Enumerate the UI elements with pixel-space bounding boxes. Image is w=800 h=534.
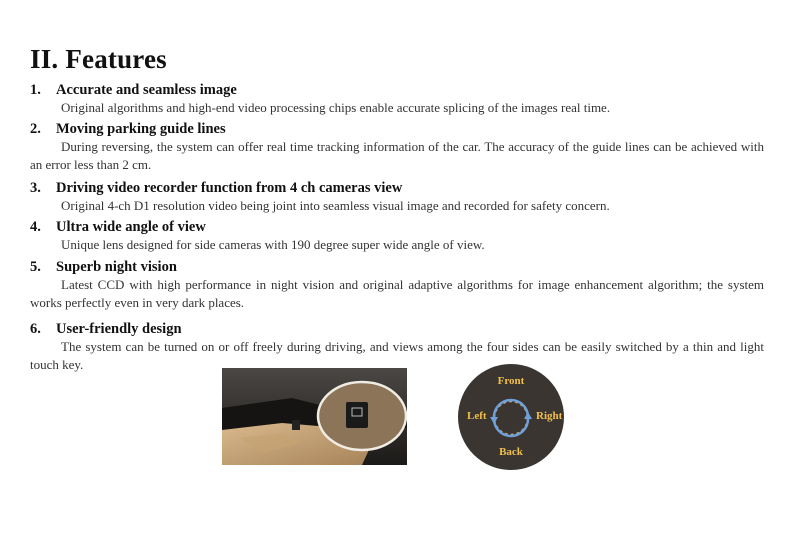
dial-label-back: Back [499, 446, 523, 458]
feature-title: Moving parking guide lines [56, 121, 226, 137]
feature-description: During reversing, the system can offer real time tracking information of the car. The accuracy of the guide lines can be achieved with an error less than 2 cm. [30, 139, 764, 172]
feature-number: 2. [30, 121, 41, 137]
feature-item-4 [30, 219, 764, 254]
view-switch-dial [456, 362, 566, 472]
feature-number: 4. [30, 219, 41, 235]
feature-item-6 [30, 321, 764, 374]
section-heading: II. Features [30, 44, 167, 74]
feature-number: 6. [30, 321, 41, 337]
feature-number: 3. [30, 180, 41, 196]
feature-item-3 [30, 180, 764, 215]
feature-number: 5. [30, 259, 41, 275]
feature-number: 1. [30, 82, 41, 98]
dial-label-right: Right [536, 410, 563, 422]
feature-description: Original 4-ch D1 resolution video being joint into seamless visual image and recorded for safety concern. [61, 198, 610, 213]
feature-description: Unique lens designed for side cameras with 190 degree super wide angle of view. [61, 237, 485, 252]
feature-description: Latest CCD with high performance in night vision and original adaptive algorithms for image enhancement algorithm; the system works perfectly even in very dark places. [30, 277, 764, 310]
dial-label-left: Left [467, 410, 487, 422]
car-interior-illustration [222, 368, 407, 465]
dial-label-front: Front [497, 375, 525, 387]
feature-description: Original algorithms and high-end video processing chips enable accurate splicing of the images real time. [61, 100, 611, 115]
feature-title: Driving video recorder function from 4 ch cameras view [56, 180, 403, 196]
feature-item-1 [30, 82, 764, 117]
feature-title: Ultra wide angle of view [56, 219, 206, 235]
feature-item-5 [30, 259, 764, 312]
feature-title: Accurate and seamless image [56, 82, 237, 98]
feature-item-2 [30, 121, 764, 174]
feature-description: The system can be turned on or off freely during driving, and views among the four sides can be easily switched by a thin and light touch key. [30, 339, 764, 372]
feature-title: Superb night vision [56, 259, 177, 275]
car-interior-photo [222, 368, 407, 465]
feature-title: User-friendly design [56, 321, 182, 337]
